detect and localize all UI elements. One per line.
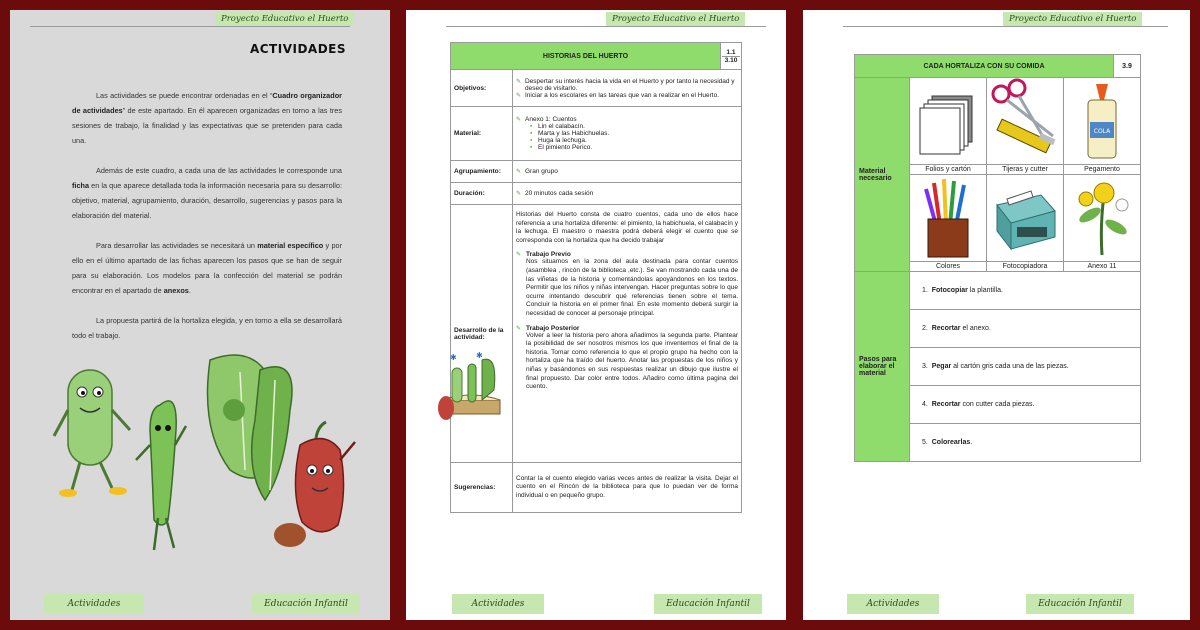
pasos-label: Pasos para elaborar el material xyxy=(855,272,910,462)
header-rule xyxy=(843,26,1168,27)
material-item: Colores xyxy=(910,175,987,272)
footer-left-tag: Actividades xyxy=(44,594,144,614)
glue-bottle-icon xyxy=(1064,78,1140,164)
step-item: 4. Recortar con cutter cada piezas. xyxy=(910,386,1141,424)
step-item: 2. Recortar el anexo. xyxy=(910,310,1141,348)
flower-plant-icon xyxy=(1064,175,1140,261)
svg-text:✱: ✱ xyxy=(450,353,457,362)
activity-number: 3.9 xyxy=(1114,55,1141,78)
page-activity-historias xyxy=(406,10,786,620)
material-label: Material: xyxy=(451,107,513,161)
footer-left-tag: Actividades xyxy=(452,594,544,614)
scissors-icon xyxy=(987,78,1063,164)
step-item: 5. Colorearlas. xyxy=(910,424,1141,462)
paragraph: Para desarrollar las actividades se necesitará un material específico y por ello en el último apartado de las fichas aparecen los pasos que se han de seguir para su elaboración. Los modelos para la confección del material se podrán encontrar en el apartado de anexos. xyxy=(72,241,342,295)
material-item: Folios y cartón xyxy=(910,78,987,175)
sugerencias-value: Contar la el cuento elegido varias veces antes de realizar la visita. Dejar el cuento en el Rincón de la biblioteca para que lo puedan ver de forma individual o en pequeño grupo. xyxy=(513,463,742,513)
svg-text:COLA: COLA xyxy=(1093,128,1111,135)
step-item: 1. Fotocopiar la plantilla. xyxy=(910,272,1141,310)
duracion-value: ✎ 20 minutos cada sesión xyxy=(513,183,742,205)
activity-card-table xyxy=(450,42,742,513)
footer-right-tag: Educación Infantil xyxy=(1026,594,1134,614)
activity-title: CADA HORTALIZA CON SU COMIDA xyxy=(855,55,1114,78)
activity-number: 1.1 3.10 xyxy=(721,43,742,70)
material-necesario-label: Material necesario xyxy=(855,78,910,272)
storybook-characters-illustration xyxy=(436,350,506,430)
header-tag: Proyecto Educativo el Huerto xyxy=(606,12,745,26)
header-tag: Proyecto Educativo el Huerto xyxy=(1003,12,1142,26)
cucumber-character-icon xyxy=(54,370,130,497)
objetivos-value: ✎ Despertar su interés hacia la vida en el Huerto y por tanto la necesidad y deseo de visitarlo. ✎ Iniciar a los escolares en las tareas que van a realizar en el Huerto. xyxy=(513,70,742,107)
duracion-label: Duración: xyxy=(451,183,513,205)
material-item: COLA Pegamento xyxy=(1064,78,1141,175)
header-rule xyxy=(446,26,766,27)
activity-title: HISTORIAS DEL HUERTO xyxy=(451,43,721,70)
footer-right-tag: Educación Infantil xyxy=(252,594,360,614)
page-activity-hortaliza xyxy=(803,10,1190,620)
photocopier-icon xyxy=(987,175,1063,261)
paper-stack-icon xyxy=(910,78,986,164)
desarrollo-label: Desarrollo de la actividad: xyxy=(451,205,513,463)
svg-text:✱: ✱ xyxy=(476,351,483,360)
header-rule xyxy=(30,26,350,27)
desarrollo-value: Historias del Huerto consta de cuatro cuentos, cada uno de ellos hace referencia a una hortaliza diferente: el pimiento, la habichuela, el calabacín y la lechuga. El maestro o maestra podrá deberá elegir el cuento que se corresponda con la hortaliza que ha decido trabajar ✎ Trabajo Previo Nos situamos en la zona del aula destinada para contar cuentos (asamblea , rincón de la biblioteca ,etc.). Se van mostrando cada una de las viñetas de la historia y comentándolas apoyándonos en los textos. Permitir que los niños y niñas intervengan. Hacer preguntas sobre lo que ocurre intentando descubrir qué referencias tienen sobre el tema. Concluir la historia en el primer final. En este momento deberá surgir la necesidad de conocer al personaje principal. ✎ Trabajo Posterior Volver a leer la historia pero ahora añadimos la segunda parte. Plantear la posibilidad de ser nosotros mismos los que inventemos el final de la historia. Tomar como referencia lo que el propio grupo ha hecho con la hortaliza que ha traído del huerto. Anotar las propuestas de los niños y niñas y basándonos en sus respuestas realizar un dibujo que ilustre el final propuesto. Dar color entre todos. Añadiro como última pagina del cuento. xyxy=(513,205,742,463)
agrupamiento-value: ✎ Gran grupo xyxy=(513,161,742,183)
material-value: ✎ Anexo 1: Cuentos ▪ Lin el calabacín. ▪ Marta y las Habichuelas. ▪ Huga la lechuga. ▪ El pimiento Perico. xyxy=(513,107,742,161)
activity-card-table xyxy=(854,54,1141,462)
paragraph: Las actividades se puede encontrar ordenadas en el “Cuadro organizador de actividades” de este apartado. En él aparecen organizadas en torno a las tres sesiones de trabajo, la finalidad y las expectativas que se pretenden para cada una. xyxy=(72,91,342,145)
material-item: Fotocopiadora xyxy=(987,175,1064,272)
objetivos-label: Objetivos: xyxy=(451,70,513,107)
lettuce-character-icon xyxy=(208,355,293,500)
sugerencias-label: Sugerencias: xyxy=(451,463,513,513)
agrupamiento-label: Agrupamiento: xyxy=(451,161,513,183)
footer-right-tag: Educación Infantil xyxy=(654,594,762,614)
page-activities-intro xyxy=(10,10,390,620)
colored-pencils-icon xyxy=(910,175,986,261)
footer-left-tag: Actividades xyxy=(847,594,939,614)
page-title: ACTIVIDADES xyxy=(249,42,346,56)
material-item: Anexo 11 xyxy=(1064,175,1141,272)
intro-text xyxy=(72,88,342,358)
paragraph: La propuesta partirá de la hortaliza elegida, y en torno a ella se desarrollará todo el trabajo. xyxy=(72,316,342,340)
step-item: 3. Pegar al cartón gris cada una de las piezas. xyxy=(910,348,1141,386)
paragraph: Además de este cuadro, a cada una de las actividades le corresponde una ficha en la que aparece detallada toda la información necesaria para su desarrollo: objetivo, material, agrupamiento, duración, desarrollo, sugerencias y pasos para la elaboración del material. xyxy=(72,166,342,220)
green-bean-character-icon xyxy=(136,401,186,550)
header-tag: Proyecto Educativo el Huerto xyxy=(215,12,354,26)
vegetable-characters-illustration xyxy=(50,350,370,565)
material-item: Tijeras y cutter xyxy=(987,78,1064,175)
